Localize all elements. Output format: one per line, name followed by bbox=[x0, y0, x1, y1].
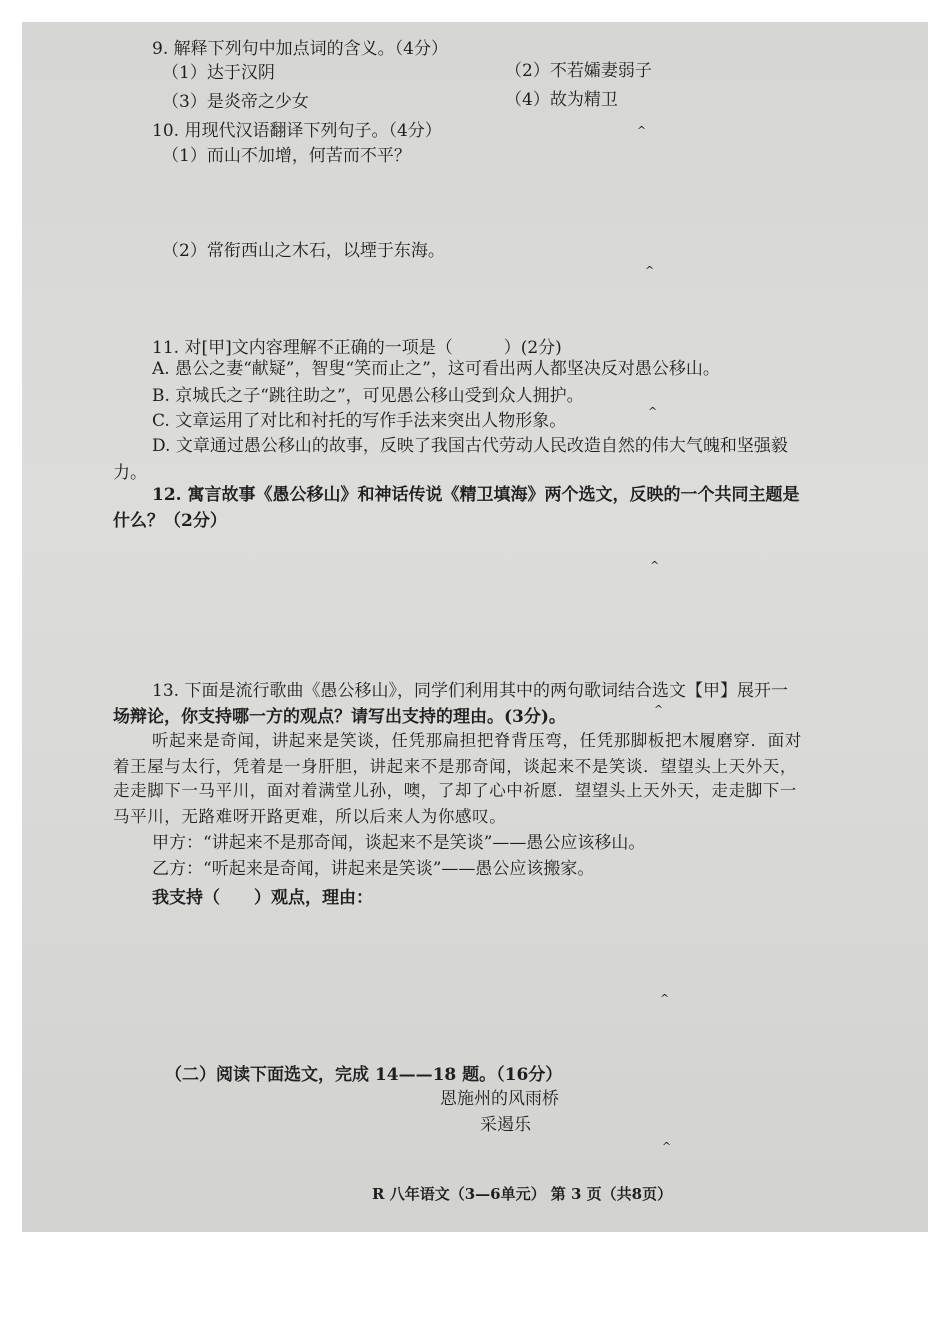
page-footer: R 八年语文（3—6单元） 第 3 页（共8页） bbox=[372, 1185, 673, 1203]
q13-line-1: 13. 下面是流行歌曲《愚公移山》，同学们利用其中的两句歌词结合选文【甲】展开一 bbox=[152, 681, 788, 701]
article-author: 采遏乐 bbox=[480, 1115, 531, 1135]
q9-title: 9. 解释下列句中加点词的含义。（4分） bbox=[152, 39, 448, 59]
q13-line-2: 场辩论，你支持哪一方的观点？请写出支持的理由。(3分)。 bbox=[113, 707, 566, 727]
q11-option-d-cont: 力。 bbox=[113, 463, 147, 483]
scan-mark-icon: ^ bbox=[650, 559, 660, 572]
q9-item-4: （4）故为精卫 bbox=[505, 90, 618, 110]
q11-option-c: C. 文章运用了对比和衬托的写作手法来突出人物形象。 bbox=[152, 411, 567, 431]
q11-title: 11. 对[甲]文内容理解不正确的一项是（ ）(2分) bbox=[152, 338, 562, 358]
q11-option-d: D. 文章通过愚公移山的故事，反映了我国古代劳动人民改造自然的伟大气魄和坚强毅 bbox=[152, 436, 788, 456]
article-title: 恩施州的风雨桥 bbox=[440, 1089, 559, 1109]
q11-option-b: B. 京城氏之子“跳往助之”，可见愚公移山受到众人拥护。 bbox=[152, 386, 584, 406]
scan-mark-icon: ^ bbox=[645, 264, 655, 277]
q13-side-jia: 甲方：“讲起来不是那奇闻，谈起来不是笑谈”——愚公应该移山。 bbox=[152, 833, 646, 853]
scan-mark-icon: ^ bbox=[660, 992, 670, 1005]
q13-lyrics-3: 走走脚下一马平川，面对着满堂儿孙，噢，了却了心中祈愿．望望头上天外天，走走脚下一 bbox=[113, 781, 797, 800]
scan-mark-icon: ^ bbox=[662, 1140, 672, 1153]
q11-option-a: A. 愚公之妻“献疑”，智叟“笑而止之”，这可看出两人都坚决反对愚公移山。 bbox=[152, 359, 720, 379]
q9-item-1: （1）达于汉阴 bbox=[162, 63, 275, 83]
scan-mark-icon: ^ bbox=[654, 703, 664, 716]
scan-mark-icon: ^ bbox=[648, 405, 658, 418]
q12-line-1: 12. 寓言故事《愚公移山》和神话传说《精卫填海》两个选文，反映的一个共同主题是 bbox=[152, 485, 800, 505]
q10-sentence-1: （1）而山不加增，何苦而不平？ bbox=[162, 146, 411, 166]
exam-page bbox=[22, 22, 928, 1232]
q10-sentence-2: （2）常衔西山之木石，以堙于东海。 bbox=[162, 241, 445, 261]
q13-lyrics-4: 马平川，无路难呀开路更难，所以后来人为你感叹。 bbox=[113, 807, 507, 826]
q9-item-2: （2）不若孀妻弱子 bbox=[505, 61, 652, 81]
q13-lyrics-1: 听起来是奇闻，讲起来是笑谈，任凭那扁担把脊背压弯，任凭那脚板把木履磨穿．面对 bbox=[152, 731, 802, 750]
q13-side-yi: 乙方：“听起来是奇闻，讲起来是笑谈”——愚公应该搬家。 bbox=[152, 859, 595, 879]
q13-lyrics-2: 着王屋与太行，凭着是一身肝胆，讲起来不是那奇闻，谈起来不是笑谈．望望头上天外天， bbox=[113, 757, 797, 776]
q9-item-3: （3）是炎帝之少女 bbox=[162, 92, 309, 112]
scan-mark-icon: ^ bbox=[637, 124, 647, 137]
q10-title: 10. 用现代汉语翻译下列句子。（4分） bbox=[152, 121, 442, 141]
q13-support: 我支持（ ）观点，理由： bbox=[152, 888, 373, 908]
section-2-heading: （二）阅读下面选文，完成 14——18 题。（16分） bbox=[165, 1065, 563, 1085]
q12-line-2: 什么？（2分） bbox=[113, 511, 227, 531]
